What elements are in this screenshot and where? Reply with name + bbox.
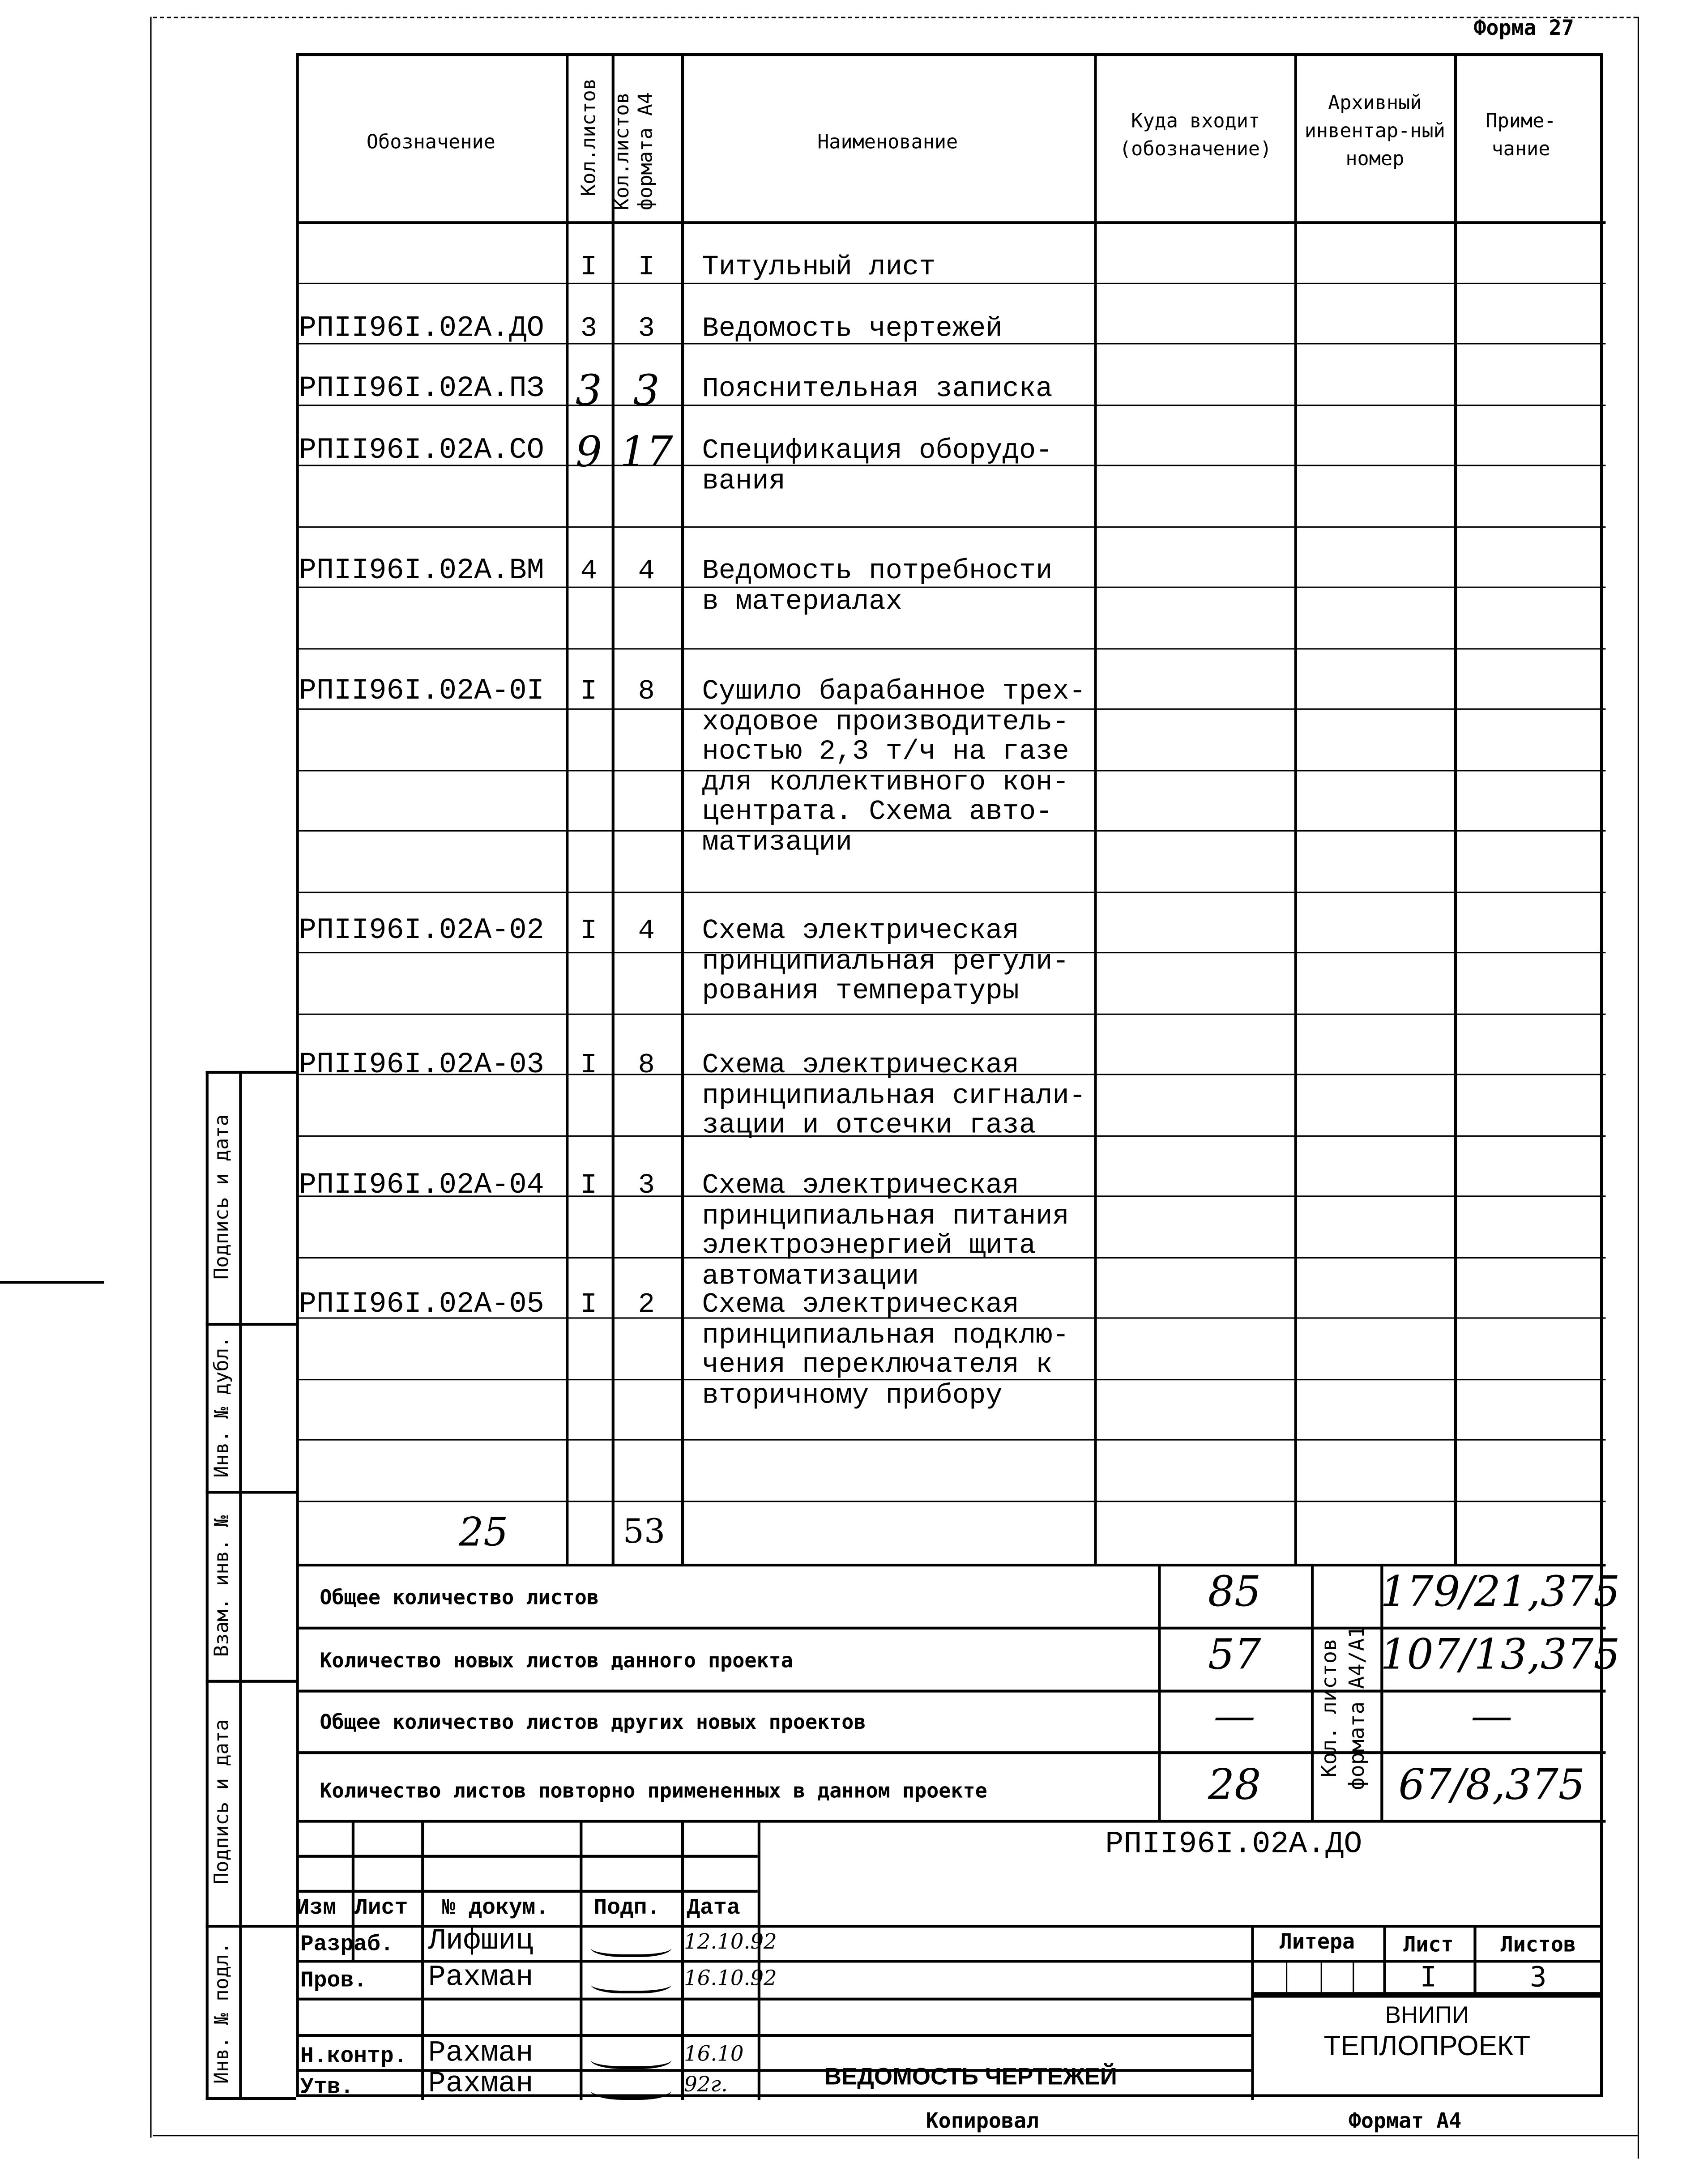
col-sign: Подп. bbox=[593, 1895, 661, 1921]
col-list: Лист bbox=[354, 1895, 408, 1921]
row-name: Схема электрическая принципиальная регули- рования температуры bbox=[702, 915, 1069, 1008]
summary-label: Общее количество листов других новых проектов bbox=[320, 1712, 866, 1735]
summary-a4-a1: 67/8,375 bbox=[1398, 1761, 1585, 1810]
summary-line bbox=[296, 1751, 1606, 1754]
person-name: Рахман bbox=[428, 2038, 534, 2071]
row-sheets: 9 bbox=[575, 428, 602, 478]
row-line bbox=[296, 648, 1606, 649]
person-name: Рахман bbox=[428, 1962, 534, 1995]
row-designation: РПII96I.02А.ПЗ bbox=[299, 374, 544, 406]
row-sheets: 4 bbox=[580, 555, 598, 588]
row-sheets-a4: 4 bbox=[638, 555, 655, 588]
title-divider bbox=[296, 1820, 1606, 1822]
side-repl-inv: Взам. инв. № bbox=[211, 1515, 234, 1657]
org-line-2: ТЕПЛОПРОЕКТ bbox=[1323, 2031, 1531, 2062]
row-sheets-a4: 2 bbox=[638, 1289, 655, 1322]
form-label: Форма 27 bbox=[1473, 15, 1574, 41]
sign-date: 92г. bbox=[684, 2072, 728, 2097]
role-label: Разраб. bbox=[300, 1932, 394, 1957]
row-sheets-a4: 3 bbox=[633, 367, 660, 416]
title-grid-line bbox=[296, 2034, 1251, 2037]
document-title: ВЕДОМОСТЬ ЧЕРТЕЖЕЙ bbox=[824, 2063, 1117, 2090]
sign-date: 16.10.92 bbox=[684, 1965, 777, 1991]
row-name: Пояснительная записка bbox=[702, 374, 1053, 406]
row-sheets: I bbox=[580, 676, 598, 708]
row-name: Ведомость чертежей bbox=[702, 313, 1003, 346]
row-line bbox=[296, 526, 1606, 527]
row-designation: РПII96I.02А-05 bbox=[299, 1289, 544, 1322]
summary-value: 85 bbox=[1208, 1568, 1261, 1617]
row-line bbox=[296, 1013, 1606, 1014]
row-line bbox=[296, 282, 1606, 283]
sheets-label: Листов bbox=[1500, 1932, 1576, 1957]
summary-rotated-label: Кол. листов формата А4/А1 bbox=[1316, 1625, 1370, 1790]
header-sheets: Кол.листов bbox=[578, 78, 601, 196]
person-name: Лифшиц bbox=[428, 1926, 534, 1959]
row-sheets-a4: 8 bbox=[638, 1050, 655, 1082]
summary-a4-a1: 179/21,375 bbox=[1380, 1568, 1620, 1617]
signature-icon bbox=[591, 1935, 671, 1957]
litera-line bbox=[1251, 1995, 1603, 1997]
summary-divider bbox=[296, 1564, 1606, 1566]
col-doc: № докум. bbox=[442, 1895, 549, 1921]
title-grid-line bbox=[580, 1820, 582, 2100]
summary-value: 28 bbox=[1208, 1761, 1261, 1810]
header-archive-no: Архивный инвентар-ный номер bbox=[1304, 92, 1445, 171]
total-sheets: 25 bbox=[458, 1509, 508, 1556]
row-sheets: I bbox=[580, 1170, 598, 1203]
row-sheets: 3 bbox=[580, 313, 598, 346]
row-designation: РПII96I.02А.ВМ bbox=[299, 555, 544, 588]
role-label: Н.контр. bbox=[300, 2043, 407, 2069]
title-grid-line bbox=[296, 1855, 758, 1858]
litera-line bbox=[1353, 1960, 1354, 1995]
side-sign-date-1: Подпись и дата bbox=[211, 1114, 234, 1280]
org-line-1: ВНИПИ bbox=[1385, 2002, 1469, 2029]
header-name: Наименование bbox=[817, 132, 958, 154]
signature-icon bbox=[591, 2077, 671, 2100]
row-line bbox=[296, 1439, 1606, 1441]
side-sign-date-2: Подпись и дата bbox=[211, 1719, 234, 1885]
title-grid-line bbox=[296, 1998, 1251, 2001]
header-designation: Обозначение bbox=[366, 132, 495, 154]
side-line bbox=[239, 1071, 242, 2100]
header-sheets-a4: Кол.листов формата А4 bbox=[611, 92, 658, 210]
frame-top bbox=[153, 17, 1638, 18]
col-izm: Изм bbox=[296, 1895, 337, 1921]
row-sheets: 3 bbox=[575, 367, 602, 416]
row-name: Схема электрическая принципиальная питания электроэнергией щита автоматизации bbox=[702, 1170, 1069, 1293]
title-grid-line bbox=[421, 1820, 424, 2100]
summary-label: Количество новых листов данного проекта bbox=[320, 1650, 793, 1673]
row-sheets: I bbox=[580, 1289, 598, 1322]
row-designation: РПII96I.02А-03 bbox=[299, 1050, 544, 1082]
sign-date: 12.10.92 bbox=[684, 1929, 777, 1954]
summary-a4-a1: 107/13,375 bbox=[1380, 1631, 1620, 1680]
summary-line bbox=[296, 1627, 1606, 1629]
role-label: Утв. bbox=[300, 2074, 354, 2100]
row-designation: РПII96I.02А-02 bbox=[299, 915, 544, 948]
title-grid-line bbox=[296, 1890, 758, 1893]
row-designation: РПII96I.02А-04 bbox=[299, 1170, 544, 1203]
copied-label: Копировал bbox=[926, 2108, 1039, 2134]
row-designation: РПII96I.02А.СО bbox=[299, 435, 544, 468]
signature-icon bbox=[591, 2047, 671, 2069]
side-orig-inv: Инв. № подл. bbox=[211, 1942, 234, 2084]
row-name: Схема электрическая принципиальная сигнали- зации и отсечки газа bbox=[702, 1050, 1086, 1143]
row-name: Спецификация оборудо- вания bbox=[702, 435, 1053, 498]
side-dup-inv: Инв. № дубл. bbox=[211, 1336, 234, 1478]
sheet-value: I bbox=[1420, 1960, 1437, 1994]
row-sheets-a4: 4 bbox=[638, 915, 655, 948]
litera-label: Литера bbox=[1279, 1929, 1355, 1954]
row-line bbox=[296, 1500, 1606, 1502]
format-label: Формат А4 bbox=[1348, 2108, 1462, 2134]
row-line bbox=[296, 891, 1606, 892]
sheet-label: Лист bbox=[1403, 1932, 1454, 1957]
row-sheets-a4: 8 bbox=[638, 676, 655, 708]
row-sheets-a4: 17 bbox=[619, 428, 673, 478]
fold-mark bbox=[0, 1281, 104, 1284]
title-grid-line bbox=[758, 1820, 760, 2100]
litera-line bbox=[1286, 1960, 1287, 1995]
header-note: Приме-чание bbox=[1486, 111, 1556, 161]
summary-value: — bbox=[1213, 1692, 1255, 1742]
summary-value: 57 bbox=[1208, 1631, 1261, 1680]
sign-date: 16.10 bbox=[684, 2041, 744, 2066]
row-name: Сушило барабанное трех- ходовое производитель- ностью 2,3 т/ч на газе для коллективного кон- центрата. Схема авто- матизации bbox=[702, 676, 1086, 859]
row-sheets-a4: 3 bbox=[638, 313, 655, 346]
col-date: Дата bbox=[687, 1895, 740, 1921]
header-where-used: Куда входит (обозначение) bbox=[1119, 111, 1272, 161]
person-name: Рахман bbox=[428, 2069, 534, 2102]
row-sheets: I bbox=[580, 252, 598, 284]
row-sheets: I bbox=[580, 1050, 598, 1082]
frame-bottom bbox=[153, 2135, 1638, 2136]
sheets-value: 3 bbox=[1530, 1960, 1547, 1994]
row-name: Ведомость потребности в материалах bbox=[702, 555, 1053, 619]
row-name: Схема электрическая принципиальная подклю- чения переключателя к вторичному прибору bbox=[702, 1289, 1069, 1412]
signature-icon bbox=[591, 1971, 671, 1993]
row-name: Титульный лист bbox=[702, 252, 936, 284]
table-row bbox=[296, 253, 1603, 282]
frame-left bbox=[150, 17, 151, 2138]
summary-a4-a1: — bbox=[1471, 1692, 1513, 1742]
col-line bbox=[1311, 1564, 1314, 1820]
row-sheets-a4: I bbox=[638, 252, 655, 284]
project-code: РПII96I.02А.ДО bbox=[1105, 1827, 1362, 1862]
row-sheets-a4: 3 bbox=[638, 1170, 655, 1203]
litera-line bbox=[1321, 1960, 1322, 1995]
row-designation: РПII96I.02А.ДО bbox=[299, 313, 544, 346]
frame-right bbox=[1638, 17, 1639, 2159]
summary-label: Общее количество листов bbox=[320, 1587, 599, 1610]
role-label: Пров. bbox=[300, 1968, 367, 1994]
row-designation: РПII96I.02А-0I bbox=[299, 676, 544, 708]
row-sheets: I bbox=[580, 915, 598, 948]
header-divider bbox=[296, 221, 1606, 224]
summary-label: Количество листов повторно примененных в данном проекте bbox=[320, 1780, 987, 1803]
total-sheets-a4: 53 bbox=[623, 1512, 666, 1551]
